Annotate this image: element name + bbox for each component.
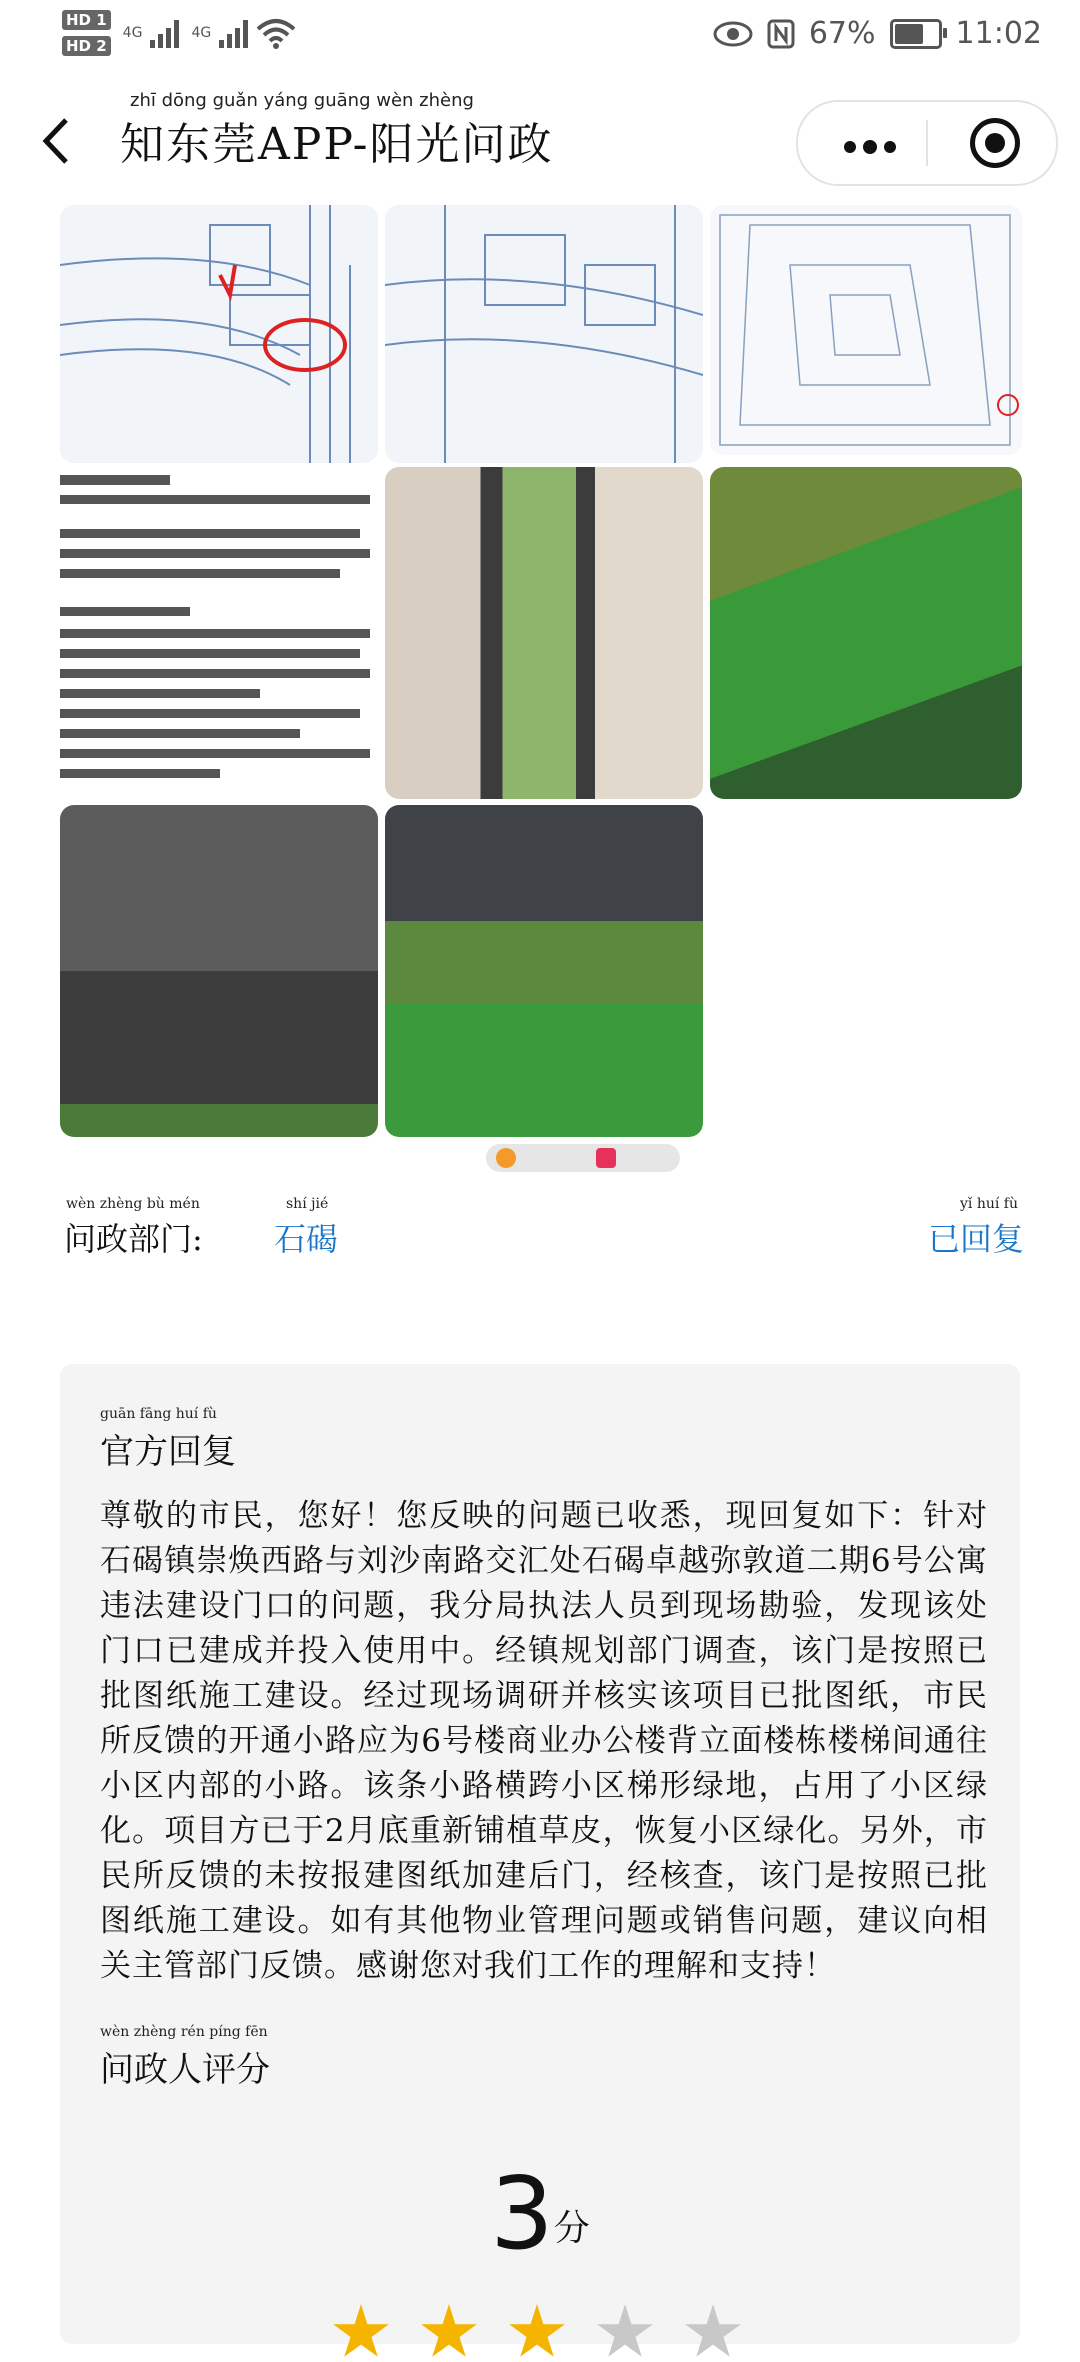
image-lawn-path-photo[interactable] bbox=[710, 467, 1022, 799]
status-right bbox=[713, 16, 1042, 51]
rating-title: 问政人评分 bbox=[100, 2050, 270, 2090]
blueprint-drawing bbox=[710, 205, 1022, 455]
clock: 11:02 bbox=[955, 16, 1042, 51]
department-label: 问政部门: bbox=[64, 1220, 203, 1258]
image-doorway-photo[interactable] bbox=[385, 467, 703, 799]
reply-title-ruby: guān fāng huí fù bbox=[100, 1406, 217, 1422]
status-ruby: yǐ huí fù bbox=[960, 1196, 1018, 1212]
page-title: 知东莞APP-阳光问政 bbox=[120, 119, 554, 170]
battery-percent: 67% bbox=[808, 16, 876, 51]
department-row bbox=[64, 1196, 1024, 1256]
official-reply-card bbox=[60, 1364, 1020, 2344]
capsule-divider bbox=[926, 120, 928, 166]
hd-badges bbox=[62, 10, 111, 56]
blueprint-drawing bbox=[60, 205, 378, 463]
star-icon bbox=[508, 2304, 566, 2362]
wifi-icon bbox=[256, 17, 296, 49]
signal1-icon bbox=[150, 18, 179, 48]
status-left bbox=[62, 10, 296, 56]
title-bar bbox=[0, 90, 1080, 196]
score-display bbox=[60, 2155, 1020, 2272]
star-icon bbox=[420, 2304, 478, 2362]
star-icon bbox=[332, 2304, 390, 2362]
chevron-left-icon bbox=[40, 116, 70, 166]
rating-title-ruby: wèn zhèng rén píng fēn bbox=[100, 2024, 268, 2040]
star-icon bbox=[684, 2304, 742, 2362]
reply-title: 官方回复 bbox=[100, 1432, 236, 1472]
department-label-ruby: wèn zhèng bù mén bbox=[66, 1196, 200, 1212]
image-blueprint-2[interactable] bbox=[385, 205, 703, 463]
nfc-icon bbox=[767, 19, 795, 49]
signal2-icon bbox=[219, 18, 248, 48]
close-target-icon[interactable] bbox=[970, 118, 1020, 168]
watermark-badge bbox=[486, 1144, 680, 1172]
hd1-badge: HD 1 bbox=[62, 10, 111, 30]
watermark-logo-icon bbox=[496, 1148, 516, 1168]
back-button[interactable] bbox=[40, 116, 70, 178]
signal1-label: 4G bbox=[122, 25, 143, 41]
battery-icon bbox=[890, 19, 942, 49]
score-number: 3 bbox=[490, 2155, 554, 2272]
star-rating bbox=[332, 2304, 742, 2362]
blueprint-drawing bbox=[385, 205, 703, 463]
image-blueprint-3[interactable] bbox=[710, 205, 1022, 455]
image-back-door-photo[interactable] bbox=[60, 805, 378, 1137]
star-icon bbox=[596, 2304, 654, 2362]
image-blueprint-1[interactable] bbox=[60, 205, 378, 463]
watermark-logo2-icon bbox=[596, 1148, 616, 1168]
image-document[interactable] bbox=[60, 467, 378, 799]
more-menu-button[interactable] bbox=[842, 122, 898, 162]
status-bar bbox=[0, 0, 1080, 80]
department-value[interactable]: 石碣 bbox=[274, 1220, 339, 1258]
reply-body: 尊敬的市民，您好！您反映的问题已收悉，现回复如下：针对石碣镇崇焕西路与刘沙南路交汇处石碣卓越弥敦道二期6号公寓违法建设门口的问题，我分局执法人员到现场勘验，发现该处门口已建成并投入使用中。经镇规划部门调查，该门是按照已批图纸施工建设。经过现场调研并核实该项目已批图纸，市民所反馈的开通小路应为6号楼商业办公楼背立面楼栋楼梯间通往小区内部的小路。该条小路横跨小区梯形绿地，占用了小区绿化。项目方已于2月底重新铺植草皮，恢复小区绿化。另外，市民所反馈的未按报建图纸加建后门，经核查，该门是按照已批图纸施工建设。如有其他物业管理问题或销售问题，建议向相关主管部门反馈。感谢您对我们工作的理解和支持！ bbox=[100, 1498, 988, 1984]
score-unit: 分 bbox=[553, 2208, 590, 2249]
hd2-badge: HD 2 bbox=[62, 36, 111, 56]
department-value-ruby: shí jié bbox=[286, 1196, 329, 1212]
title-ruby: zhī dōng guǎn yáng guāng wèn zhèng bbox=[130, 90, 474, 111]
signal2-label: 4G bbox=[191, 25, 212, 41]
more-icon bbox=[842, 139, 898, 155]
reply-status: 已回复 bbox=[927, 1220, 1024, 1258]
image-turf-path-photo[interactable] bbox=[385, 805, 703, 1137]
mini-program-capsule bbox=[796, 100, 1058, 186]
document-scan bbox=[60, 467, 378, 799]
eye-icon bbox=[713, 21, 753, 47]
